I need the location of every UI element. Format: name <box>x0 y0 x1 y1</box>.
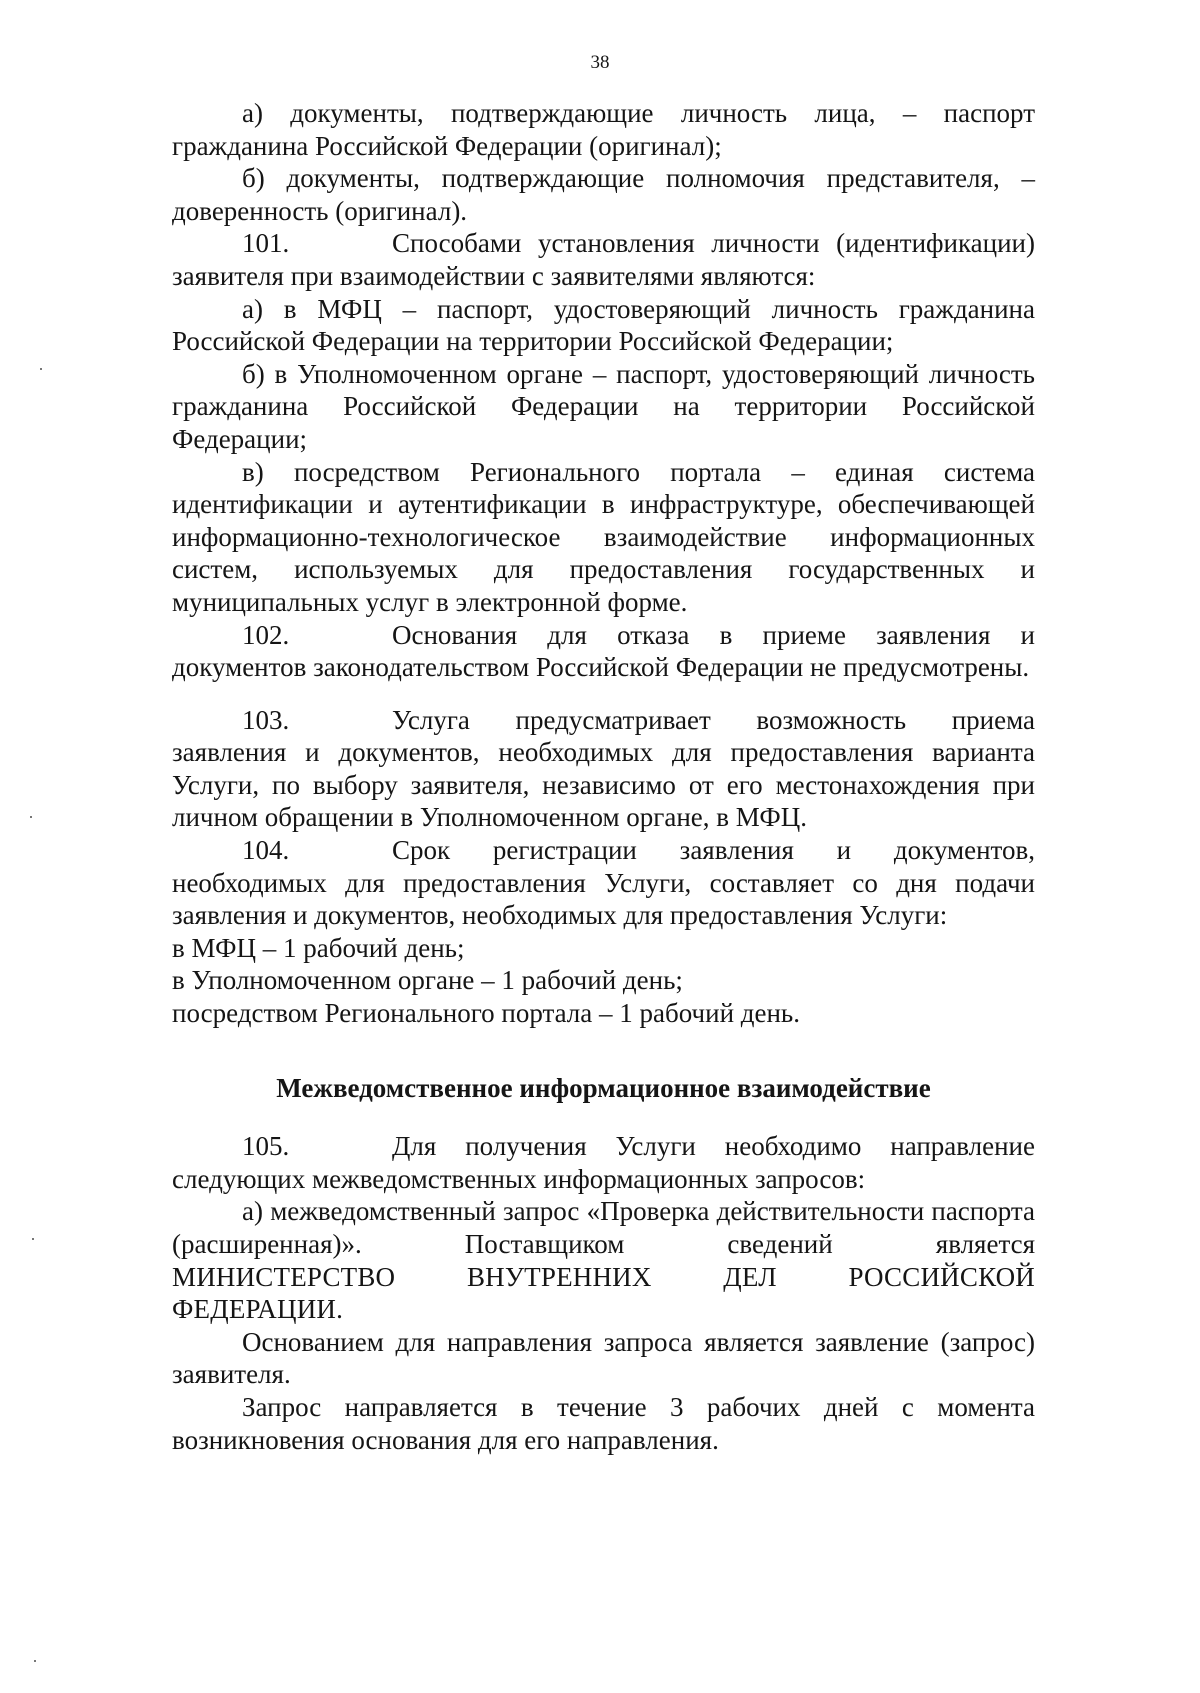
page-number: 38 <box>590 52 610 73</box>
paragraph-number: 101. <box>242 228 290 259</box>
paragraph-103 <box>172 704 1035 834</box>
scan-speck <box>30 816 32 818</box>
term-authorized-body: в Уполномоченном органе – 1 рабочий день; <box>172 965 683 996</box>
supplier-name-line-2: ФЕДЕРАЦИИ. <box>172 1294 344 1325</box>
paragraph-101-c: в) посредством Регионального портала – единая система идентификации и аутентификации в инфраструктуре, обеспечивающей информационно-технологическое взаимодействие информационных систем, используемых для предоставления государственных и муниципальных услуг в электронной форме. <box>172 456 1035 617</box>
document-body <box>172 97 1035 1456</box>
paragraph-text: Способами установления личности (идентификации) заявителя при взаимодействии с заявителями являются: <box>172 228 1035 291</box>
paragraph-number: 104. <box>242 835 290 866</box>
term-regional-portal: посредством Регионального портала – 1 рабочий день. <box>172 998 801 1029</box>
spacer <box>172 684 1035 704</box>
paragraph-number: 105. <box>242 1131 290 1162</box>
paragraph-request-basis: Основанием для направления запроса является заявление (запрос) заявителя. <box>172 1326 1035 1390</box>
spacer <box>172 1104 1035 1130</box>
scan-speck <box>40 368 42 370</box>
paragraph-101 <box>172 227 1035 292</box>
paragraph-text: Срок регистрации заявления и документов, необходимых для предоставления Услуги, составляет со дня подачи заявления и документов, необходимых для предоставления Услуги: <box>172 835 1035 931</box>
paragraph-text: Услуга предусматривает возможность приема заявления и документов, необходимых для предоставления варианта Услуги, по выбору заявителя, независимо от его местонахождения при личном обращении в Уполномоченном органе, в МФЦ. <box>172 704 1035 833</box>
scan-speck <box>34 1660 36 1662</box>
paragraph-representative-documents: б) документы, подтверждающие полномочия представителя, – доверенность (оригинал). <box>172 163 1035 226</box>
scan-speck <box>32 1238 34 1240</box>
paragraph-number: 103. <box>242 704 290 735</box>
paragraph-104 <box>172 834 1035 932</box>
section-heading: Межведомственное информационное взаимодействие <box>276 1072 931 1103</box>
paragraph-text: Для получения Услуги необходимо направление следующих межведомственных информационных запросов: <box>172 1131 1035 1194</box>
paragraph-105-a: а) межведомственный запрос «Проверка действительности паспорта (расширенная)». Поставщиком сведений является <box>172 1196 1035 1259</box>
paragraph-text: Основания для отказа в приеме заявления и документов законодательством Российской Федерации не предусмотрены. <box>172 619 1035 683</box>
paragraph-request-timing: Запрос направляется в течение 3 рабочих дней с момента возникновения основания для его направления. <box>172 1391 1035 1455</box>
paragraph-identity-documents: а) документы, подтверждающие личность лица, – паспорт гражданина Российской Федерации (оригинал); <box>172 98 1035 161</box>
paragraph-105 <box>172 1130 1035 1195</box>
supplier-name-line-1: МИНИСТЕРСТВО ВНУТРЕННИХ ДЕЛ РОССИЙСКОЙ <box>172 1261 1035 1292</box>
paragraph-101-a: а) в МФЦ – паспорт, удостоверяющий личность гражданина Российской Федерации на территории Российской Федерации; <box>172 293 1035 357</box>
paragraph-102 <box>172 619 1035 684</box>
term-mfc: в МФЦ – 1 рабочий день; <box>172 932 465 963</box>
paragraph-number: 102. <box>242 619 290 650</box>
spacer <box>172 1030 1035 1072</box>
paragraph-101-b: б) в Уполномоченном органе – паспорт, удостоверяющий личность гражданина Российской Федерации на территории Российской Федерации; <box>172 358 1035 454</box>
